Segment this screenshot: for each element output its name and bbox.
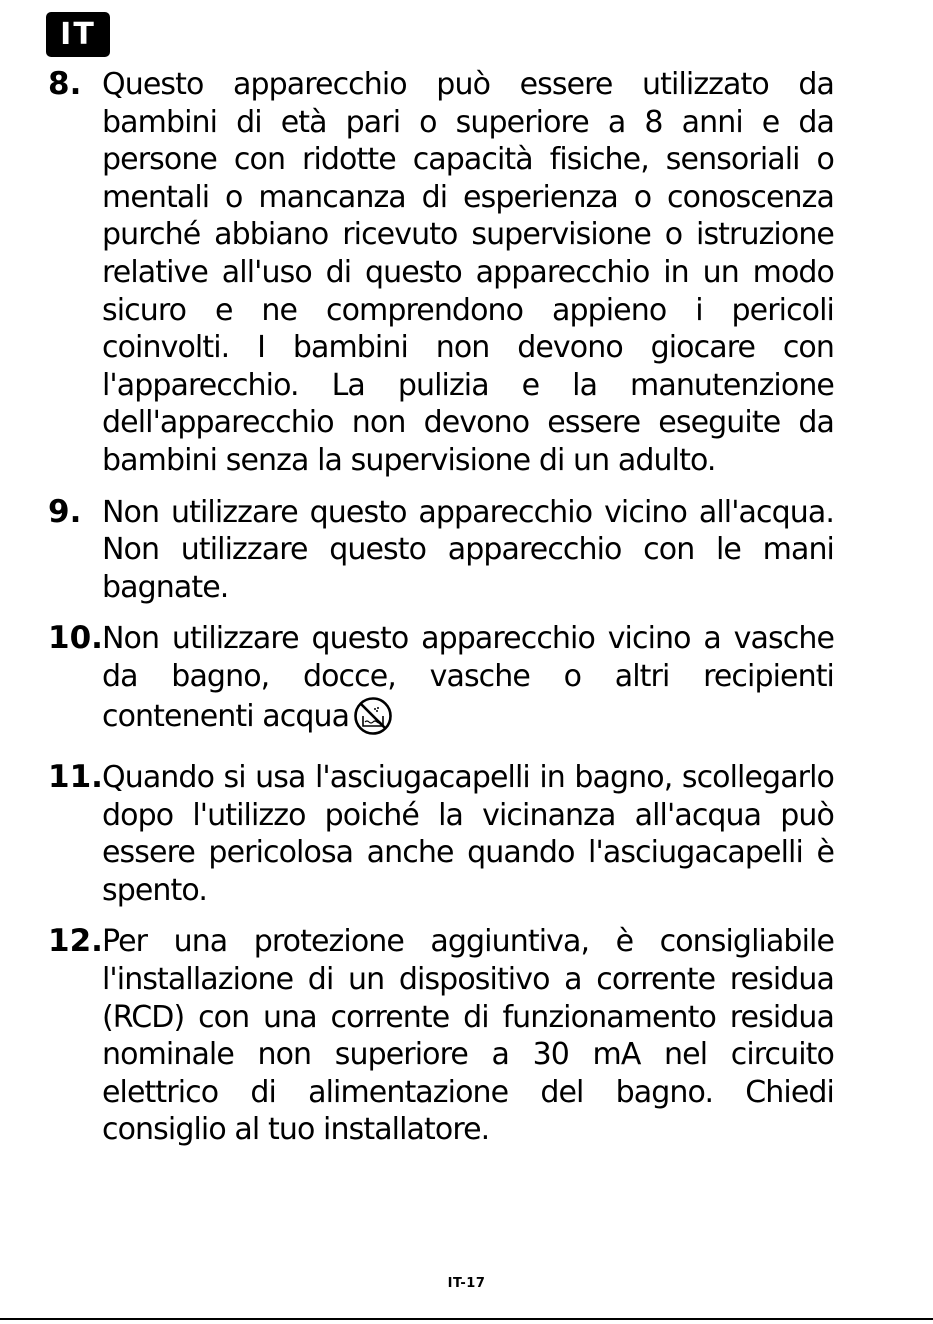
item-text: Per una protezione aggiuntiva, è consigliabile l'installazione di un dispositivo a corrente residua (RCD) con una corrente di funzionamento residua nominale non superiore a 30 mA nel circuito elettrico di alimentazione del bagno. Chiedi consiglio al tuo installatore. (102, 924, 834, 1148)
item-text: Quando si usa l'asciugacapelli in bagno, scollegarlo dopo l'utilizzo poiché la vicinanza all'acqua può essere pericolosa anche quando l'asciugacapelli è spento. (102, 760, 834, 908)
item-text: Questo apparecchio può essere utilizzato da bambini di età pari o superiore a 8 anni e da persone con ridotte capacità fisiche, sensoriali o mentali o mancanza di esperienza o conoscenza purché abbiano ricevuto supervisione o istruzione relative all'uso di questo apparecchio in un modo sicuro e ne comprendono appieno i pericoli coinvolti. I bambini non devono giocare con l'apparecchio. La pulizia e la manutenzione dell'apparecchio non devono essere eseguite da bambini senza la supervisione di un adulto. (102, 67, 834, 478)
item-text: Non utilizzare questo apparecchio vicino a vasche da bagno, docce, vasche o altri recipienti contenenti acqua (102, 621, 834, 734)
item-number: 12. (48, 923, 103, 960)
item-number: 9. (48, 493, 82, 530)
bottom-divider (0, 1318, 933, 1320)
instruction-item-8 (48, 66, 834, 480)
page-number: IT-17 (447, 1276, 486, 1291)
item-text-container (102, 620, 834, 745)
no-water-bath-icon (353, 696, 393, 746)
instruction-item-12 (48, 923, 834, 1149)
safety-instructions-list (48, 66, 834, 1163)
item-number: 10. (48, 620, 103, 657)
instruction-item-10 (48, 620, 834, 745)
language-badge: IT (46, 12, 110, 57)
item-number: 8. (48, 66, 82, 102)
item-text: Non utilizzare questo apparecchio vicino all'acqua. Non utilizzare questo apparecchio con le mani bagnate. (102, 494, 834, 605)
instruction-item-11 (48, 759, 834, 909)
item-number: 11. (48, 759, 103, 796)
instruction-item-9 (48, 494, 834, 607)
